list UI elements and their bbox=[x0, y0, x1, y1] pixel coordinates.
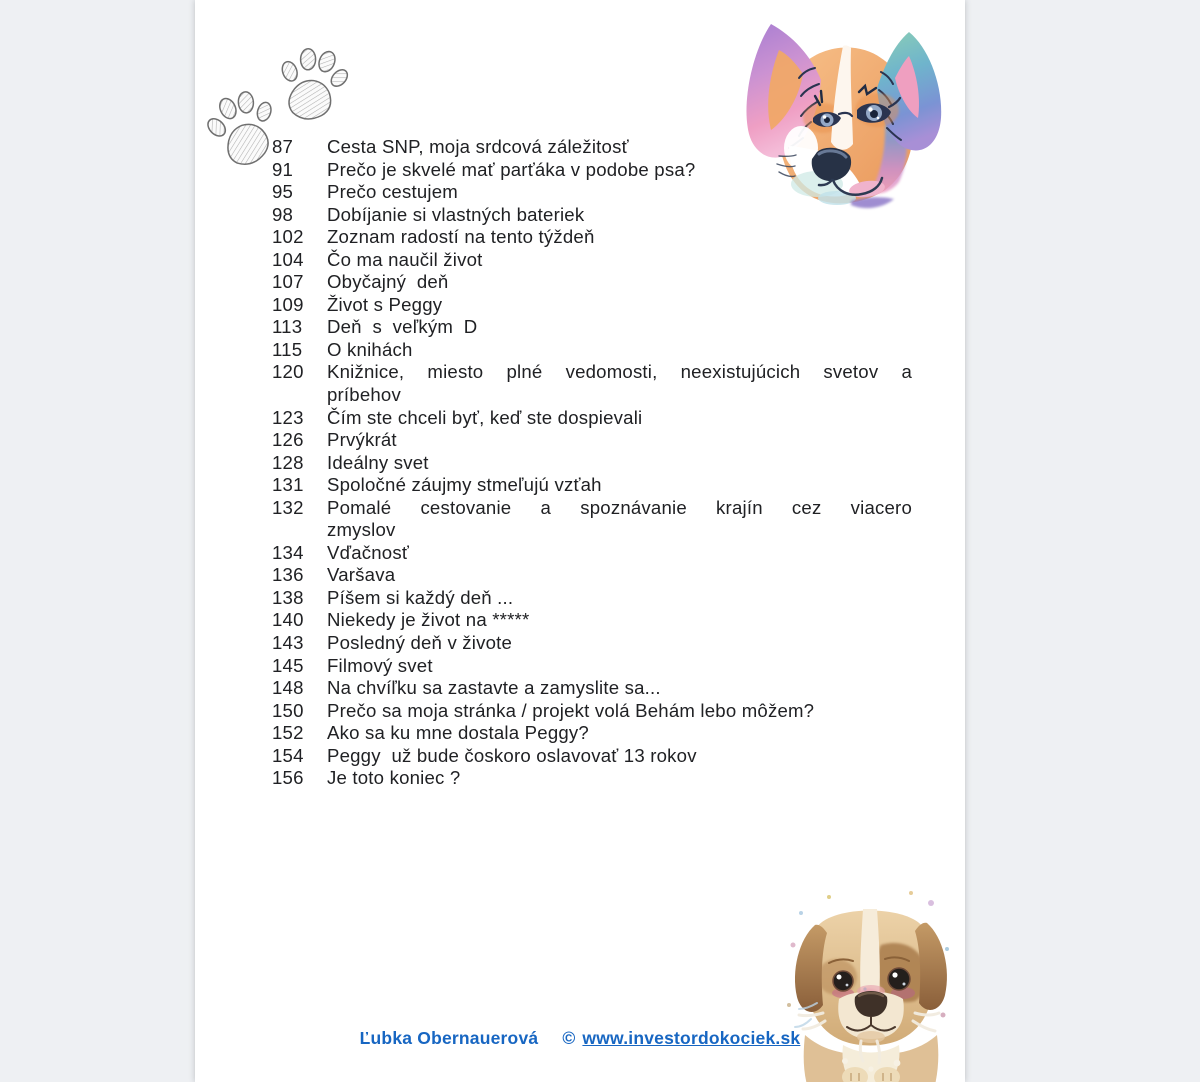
toc-row bbox=[272, 677, 912, 700]
toc-row bbox=[272, 655, 912, 678]
toc-entry-title: Spoločné záujmy stmeľujú vzťah bbox=[327, 474, 602, 496]
toc-row bbox=[272, 745, 912, 768]
toc-page-number: 107 bbox=[272, 271, 304, 293]
toc-row bbox=[272, 767, 912, 790]
toc-page-number: 152 bbox=[272, 722, 304, 744]
toc-row bbox=[272, 271, 912, 294]
toc-page-number: 120 bbox=[272, 361, 304, 383]
toc-page-number: 134 bbox=[272, 541, 304, 563]
toc-page-number: 154 bbox=[272, 744, 304, 766]
toc-entry-title: Život s Peggy bbox=[327, 293, 443, 315]
toc-row bbox=[272, 700, 912, 723]
toc-page-number: 115 bbox=[272, 338, 303, 360]
toc-page-number: 95 bbox=[272, 181, 294, 203]
toc-entry-title: Ideálny svet bbox=[327, 451, 429, 473]
toc-row bbox=[272, 294, 912, 317]
toc-page-number: 131 bbox=[272, 474, 304, 496]
toc-row bbox=[272, 407, 912, 430]
toc-entry-title: Prvýkrát bbox=[327, 429, 397, 451]
toc-entry-title: Prečo sa moja stránka / projekt volá Behám lebo môžem? bbox=[327, 699, 815, 721]
toc-entry-title: Posledný deň v živote bbox=[327, 632, 513, 654]
toc-page-number: 113 bbox=[272, 316, 303, 338]
toc-row bbox=[272, 249, 912, 272]
toc-page-number: 126 bbox=[272, 429, 304, 451]
toc-row bbox=[272, 159, 912, 182]
author-name: Ľubka Obernauerová bbox=[359, 1028, 539, 1048]
document-page bbox=[195, 0, 965, 1082]
toc-page-number: 132 bbox=[272, 496, 304, 518]
toc-entry-title: Niekedy je život na ***** bbox=[327, 609, 530, 631]
toc-row bbox=[272, 339, 912, 362]
toc-row bbox=[272, 136, 912, 159]
toc-row bbox=[272, 181, 912, 204]
toc-entry-title: Prečo je skvelé mať parťáka v podobe psa? bbox=[327, 158, 696, 180]
table-of-contents bbox=[272, 136, 912, 790]
toc-page-number: 140 bbox=[272, 609, 304, 631]
toc-row bbox=[272, 226, 912, 249]
toc-row bbox=[272, 587, 912, 610]
toc-entry-title: Je toto koniec ? bbox=[327, 767, 461, 789]
toc-row bbox=[272, 632, 912, 655]
toc-page-number: 102 bbox=[272, 226, 304, 248]
toc-row bbox=[272, 609, 912, 632]
toc-row bbox=[272, 474, 912, 497]
toc-entry-title: Pomalé cestovanie a spoznávanie krajín cez viacero zmyslov bbox=[327, 496, 912, 541]
toc-page-number: 136 bbox=[272, 564, 304, 586]
toc-page-number: 148 bbox=[272, 677, 304, 699]
toc-entry-title: Filmový svet bbox=[327, 654, 433, 676]
toc-page-number: 145 bbox=[272, 654, 304, 676]
toc-page-number: 138 bbox=[272, 586, 304, 608]
toc-row bbox=[272, 722, 912, 745]
toc-entry-title: Ako sa ku mne dostala Peggy? bbox=[327, 722, 589, 744]
toc-row bbox=[272, 564, 912, 587]
toc-entry-title: Čím ste chceli byť, keď ste dospievali bbox=[327, 406, 643, 428]
toc-page-number: 143 bbox=[272, 632, 304, 654]
toc-page-number: 128 bbox=[272, 451, 304, 473]
toc-page-number: 109 bbox=[272, 293, 304, 315]
toc-entry-title: O knihách bbox=[327, 338, 413, 360]
toc-entry-title: Obyčajný deň bbox=[327, 271, 449, 293]
toc-row bbox=[272, 204, 912, 227]
toc-row bbox=[272, 452, 912, 475]
copyright-symbol: © bbox=[562, 1028, 576, 1048]
toc-page-number: 87 bbox=[272, 136, 294, 157]
website-link[interactable]: www.investordokociek.sk bbox=[582, 1028, 801, 1048]
toc-page-number: 104 bbox=[272, 248, 304, 270]
toc-entry-title: Píšem si každý deň ... bbox=[327, 586, 514, 608]
toc-row bbox=[272, 542, 912, 565]
toc-entry-title: Cesta SNP, moja srdcová záležitosť bbox=[327, 136, 629, 157]
toc-page-number: 91 bbox=[272, 158, 294, 180]
toc-row bbox=[272, 429, 912, 452]
toc-page-number: 98 bbox=[272, 203, 294, 225]
toc-entry-title: Čo ma naučil život bbox=[327, 248, 483, 270]
page-footer bbox=[195, 1028, 965, 1049]
toc-entry-title: Deň s veľkým D bbox=[327, 316, 478, 338]
toc-row bbox=[272, 316, 912, 339]
toc-page-number: 150 bbox=[272, 699, 304, 721]
toc-row bbox=[272, 497, 912, 542]
toc-entry-title: Dobíjanie si vlastných bateriek bbox=[327, 203, 585, 225]
toc-row bbox=[272, 361, 912, 406]
toc-entry-title: Vďačnosť bbox=[327, 541, 410, 563]
toc-page-number: 123 bbox=[272, 406, 304, 428]
toc-entry-title: Knižnice, miesto plné vedomosti, neexistujúcich svetov a príbehov bbox=[327, 361, 912, 406]
toc-entry-title: Zoznam radostí na tento týždeň bbox=[327, 226, 595, 248]
toc-entry-title: Varšava bbox=[327, 564, 396, 586]
toc-entry-title: Na chvíľku sa zastavte a zamyslite sa... bbox=[327, 677, 661, 699]
toc-page-number: 156 bbox=[272, 767, 304, 789]
toc-entry-title: Prečo cestujem bbox=[327, 181, 458, 203]
toc-entry-title: Peggy už bude čoskoro oslavovať 13 rokov bbox=[327, 744, 697, 766]
watercolor-puppy-illustration bbox=[781, 885, 959, 1082]
